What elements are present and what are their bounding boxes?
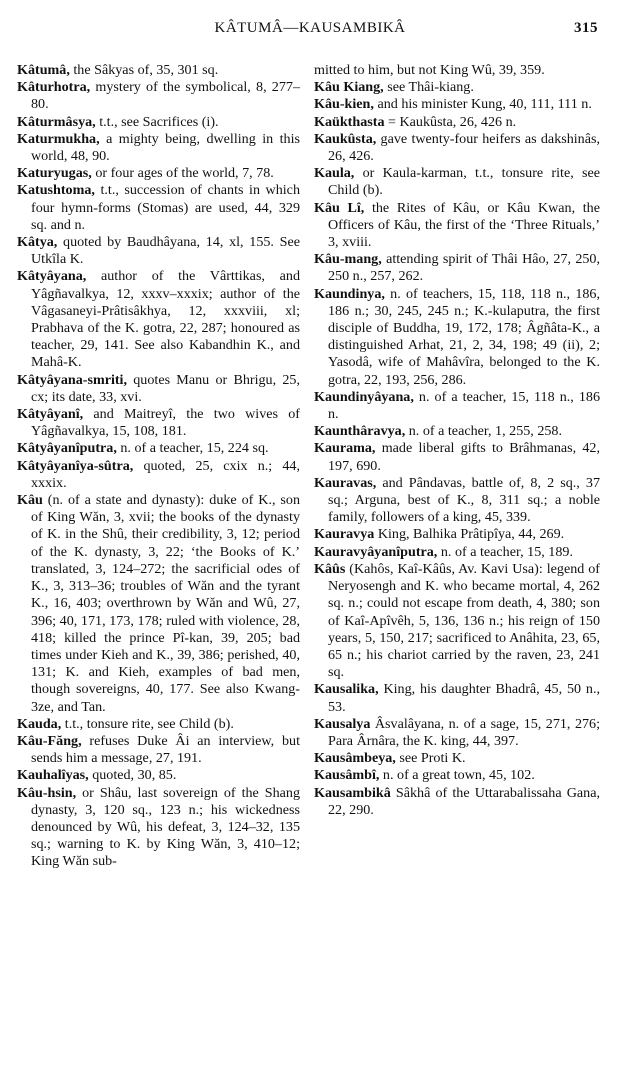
index-entry [17, 79, 300, 113]
entry-text: n. of a great town, 45, 102. [379, 767, 535, 784]
entry-headword: Kaükthasta [314, 113, 385, 130]
entry-headword: Kausâmbeya, [314, 750, 396, 767]
index-entry [314, 526, 600, 543]
entry-headword: Kâturmâsya, [17, 113, 96, 130]
entry-headword: Kaundinya, [314, 285, 385, 302]
entry-headword: Kâtyâyana-smriti, [17, 371, 127, 388]
entry-text: t.t., succession of chants in which four hymn-forms (Stomas) are used, 44, 329 sq. and n. [31, 182, 300, 233]
entry-headword: Kauhalîyas, [17, 767, 89, 784]
entry-text: t.t., tonsure rite, see Child (b). [61, 715, 234, 732]
entry-text: and Maitreyî, the two wives of Yâgñavalkya, 15, 108, 181. [31, 406, 300, 440]
index-entry [314, 200, 600, 252]
entry-headword: Katuryugas, [17, 165, 92, 182]
entry-text: = Kaukûsta, 26, 426 n. [384, 113, 517, 130]
entry-headword: Kauravya [314, 526, 375, 543]
index-entry [17, 114, 300, 131]
entry-headword: Katushtoma, [17, 182, 95, 199]
entry-text: Âsvalâyana, n. of a sage, 15, 271, 276; Para Ârnâra, the K. king, 44, 397. [328, 715, 600, 749]
entry-headword: Kâûs [314, 560, 346, 577]
index-entry [17, 131, 300, 165]
index-entry [17, 234, 300, 268]
entry-headword: Kaula, [314, 165, 355, 182]
entry-headword: Katurmukha, [17, 130, 100, 147]
index-entry [314, 681, 600, 715]
entry-text: n. of a teacher, 15, 224 sq. [116, 440, 269, 457]
entry-headword: Kâtyâyana, [17, 268, 87, 285]
entry-text: and Pândavas, battle of, 8, 2 sq., 37 sq.; Arguna, best of K., 8, 311 sq.; a noble family, followers of a king, 45, 339. [328, 474, 600, 526]
entry-headword: Kauravyâyanîputra, [314, 543, 438, 560]
entry-text: see Proti K. [395, 750, 466, 767]
entry-text: or Kaula-karman, t.t., tonsure rite, see Child (b). [328, 165, 600, 199]
index-entry [17, 767, 300, 784]
entry-text: the Rites of Kâu, or Kâu Kwan, the Officers of Kâu, the first of the ‘Three Rituals,’ 3, xviii. [328, 199, 600, 251]
entry-text: a mighty being, dwelling in this world, 48, 90. [31, 130, 300, 165]
index-entry [314, 440, 600, 474]
entry-text: made liberal gifts to Brâhmanas, 42, 197, 690. [328, 440, 600, 474]
index-entry [17, 733, 300, 767]
entry-headword: Kausambikâ [314, 784, 391, 801]
index-entry [314, 475, 600, 527]
index-entry [17, 440, 300, 457]
entry-text: (Kahôs, Kaî-Kâûs, Av. Kavi Usa): legend of Neryosengh and K. who became mortal, 4, 262 sq. n.; could not escape from death, 4, 380; son of Kaî-Apîvêh, 5, 136, 136 n.; his reign of 150 years, 5, 150, 217; sacrificed to Anâhita, 23, 65, 65 n.; his chariot carried by the raven, 23, 241 sq. [328, 560, 600, 681]
entry-text: n. of a teacher, 1, 255, 258. [405, 423, 562, 440]
entry-text: quoted, 25, cxix n.; 44, xxxix. [31, 457, 300, 491]
entry-headword: Kaurama, [314, 440, 376, 457]
entry-headword: Kâtyâyanîya-sûtra, [17, 457, 134, 474]
entry-headword: Kâturhotra, [17, 79, 91, 96]
index-entry [17, 716, 300, 733]
entry-headword: Kausalya [314, 715, 371, 732]
left-column [17, 62, 300, 871]
index-entry [314, 62, 600, 79]
right-column [314, 62, 600, 819]
index-entry [314, 785, 600, 819]
index-entry [314, 716, 600, 750]
page-number: 315 [574, 20, 598, 36]
entry-text: t.t., see Sacrifices (i). [95, 113, 219, 130]
index-entry [314, 114, 600, 131]
entry-headword: Kâu-kien, [314, 96, 374, 113]
index-entry [314, 96, 600, 113]
index-entry [314, 165, 600, 199]
index-entry [17, 785, 300, 871]
entry-headword: Kâu Lî, [314, 199, 365, 216]
index-entry [17, 182, 300, 234]
entry-text: King, Balhika Prâtipîya, 44, 269. [374, 526, 565, 543]
entry-headword: Kâu-mang, [314, 251, 382, 268]
index-entry [314, 423, 600, 440]
entry-headword: Kâtyâyanîputra, [17, 440, 117, 457]
entry-headword: Kâu [17, 492, 43, 509]
entry-headword: Kâu Kiang, [314, 79, 384, 96]
entry-headword: Kaukûsta, [314, 130, 377, 147]
entry-headword: Kâtyâyanî, [17, 406, 84, 423]
entry-headword: Kaunthâravya, [314, 423, 406, 440]
index-entry [314, 286, 600, 389]
entry-text: quoted, 30, 85. [88, 767, 177, 784]
entry-headword: Kausâmbî, [314, 767, 380, 784]
index-entry [314, 79, 600, 96]
index-entry [314, 750, 600, 767]
index-entry [17, 458, 300, 492]
entry-text: refuses Duke Âi an interview, but sends him a message, 27, 191. [31, 732, 300, 767]
entry-text: or four ages of the world, 7, 78. [91, 165, 274, 182]
index-entry [17, 62, 300, 79]
index-entry [17, 165, 300, 182]
entry-headword: Kausalika, [314, 681, 379, 698]
entry-text: (n. of a state and dynasty): duke of K., son of King Wăn, 3, xvii; the books of the dynasty of K. in the Shû, their credibility, 3, 12; period of the K. dynasty, 3, 22; ‘the Books of K.’ translated, 3, 124–272; the sacrificial odes of K., 3, 313–36; troubles of Wăn and the tyrant K., 16, 403; overthrown by Wăn and Wû, 27, 396; 40, 171, 173, 178; ruled with violence, 28, 418; killed the prince Pî-kan, 39, 205; bad times under Kieh and K., 39, 386; perished, 40, 131; K. and Kieh, examples of bad men, though sovereigns, 40, 177. See also Kwang-3ze, and Tan. [31, 492, 300, 715]
index-entry [314, 251, 600, 285]
index-entry [17, 406, 300, 440]
entry-text: n. of a teacher, 15, 118 n., 186 n. [328, 388, 600, 423]
index-entry [17, 372, 300, 406]
index-entry [314, 561, 600, 681]
entry-headword: Kaundinyâyana, [314, 388, 414, 405]
entry-text: and his minister Kung, 40, 111, 111 n. [373, 96, 592, 113]
index-entry [314, 389, 600, 423]
entry-text: attending spirit of Thâi Hâo, 27, 250, 250 n., 257, 262. [328, 251, 600, 285]
entry-text: quoted by Baudhâyana, 14, xl, 155. See Utkîla K. [31, 234, 300, 268]
entry-text: author of the Vârttikas, and Yâgñavalkya, 12, xxxv–xxxix; author of the Vâgasaneyi-Prâtisâkhya, 12, xxxviii, xl; Prabhava of the K. gotra, 22, 287; honoured as teacher, 29, 141. See also Kabandhin K., and Mahâ-K. [31, 268, 300, 371]
page-header [22, 20, 598, 46]
entry-text: Sâkhâ of the Uttarabalissaha Gana, 22, 290. [328, 784, 600, 818]
entry-headword: Kâu-Făng, [17, 732, 82, 749]
index-entry [17, 268, 300, 371]
entry-headword: Kâtya, [17, 234, 58, 251]
entry-headword: Kauda, [17, 715, 62, 732]
entry-text: mystery of the symbolical, 8, 277–80. [31, 79, 300, 113]
entry-text: quotes Manu or Bhrigu, 25, cx; its date, 33, xvi. [31, 371, 300, 405]
entry-text: see Thâi-kiang. [383, 79, 474, 96]
entry-text: King, his daughter Bhadrâ, 45, 50 n., 53. [328, 681, 600, 715]
index-entry [314, 544, 600, 561]
running-title: KÂTUMÂ—KAUSAMBIKÂ [214, 20, 406, 36]
index-entry [314, 767, 600, 784]
entry-text: or Shâu, last sovereign of the Shang dynasty, 3, 120 sq., 123 n.; his wickedness denounced by Wû, his defeat, 3, 124–32, 135 sq.; warning to K. by King Wăn, 3, 410–12; King Wăn sub- [31, 784, 300, 870]
entry-text: gave twenty-four heifers as dakshinâs, 26, 426. [328, 130, 600, 165]
index-entry [17, 492, 300, 716]
entry-text: mitted to him, but not King Wû, 39, 359. [314, 62, 545, 78]
entry-headword: Kauravas, [314, 474, 377, 491]
entry-text: n. of teachers, 15, 118, 118 n., 186, 186 n.; 30, 245, 245 n.; K.-kulaputra, the first disciple of Buddha, 19, 172, 178; Âgñâta-K., a distinguished Arhat, 21, 2, 34, 198; 49 (ii), 2; Yasodâ, wife of Mahâvîra, belonged to the K. gotra, 22, 193, 256, 286. [328, 285, 600, 388]
entry-text: n. of a teacher, 15, 189. [437, 543, 573, 560]
entry-text: the Sâkyas of, 35, 301 sq. [69, 62, 219, 78]
entry-headword: Kâtumâ, [17, 62, 70, 78]
index-entry [314, 131, 600, 165]
entry-headword: Kâu-hsin, [17, 784, 77, 801]
